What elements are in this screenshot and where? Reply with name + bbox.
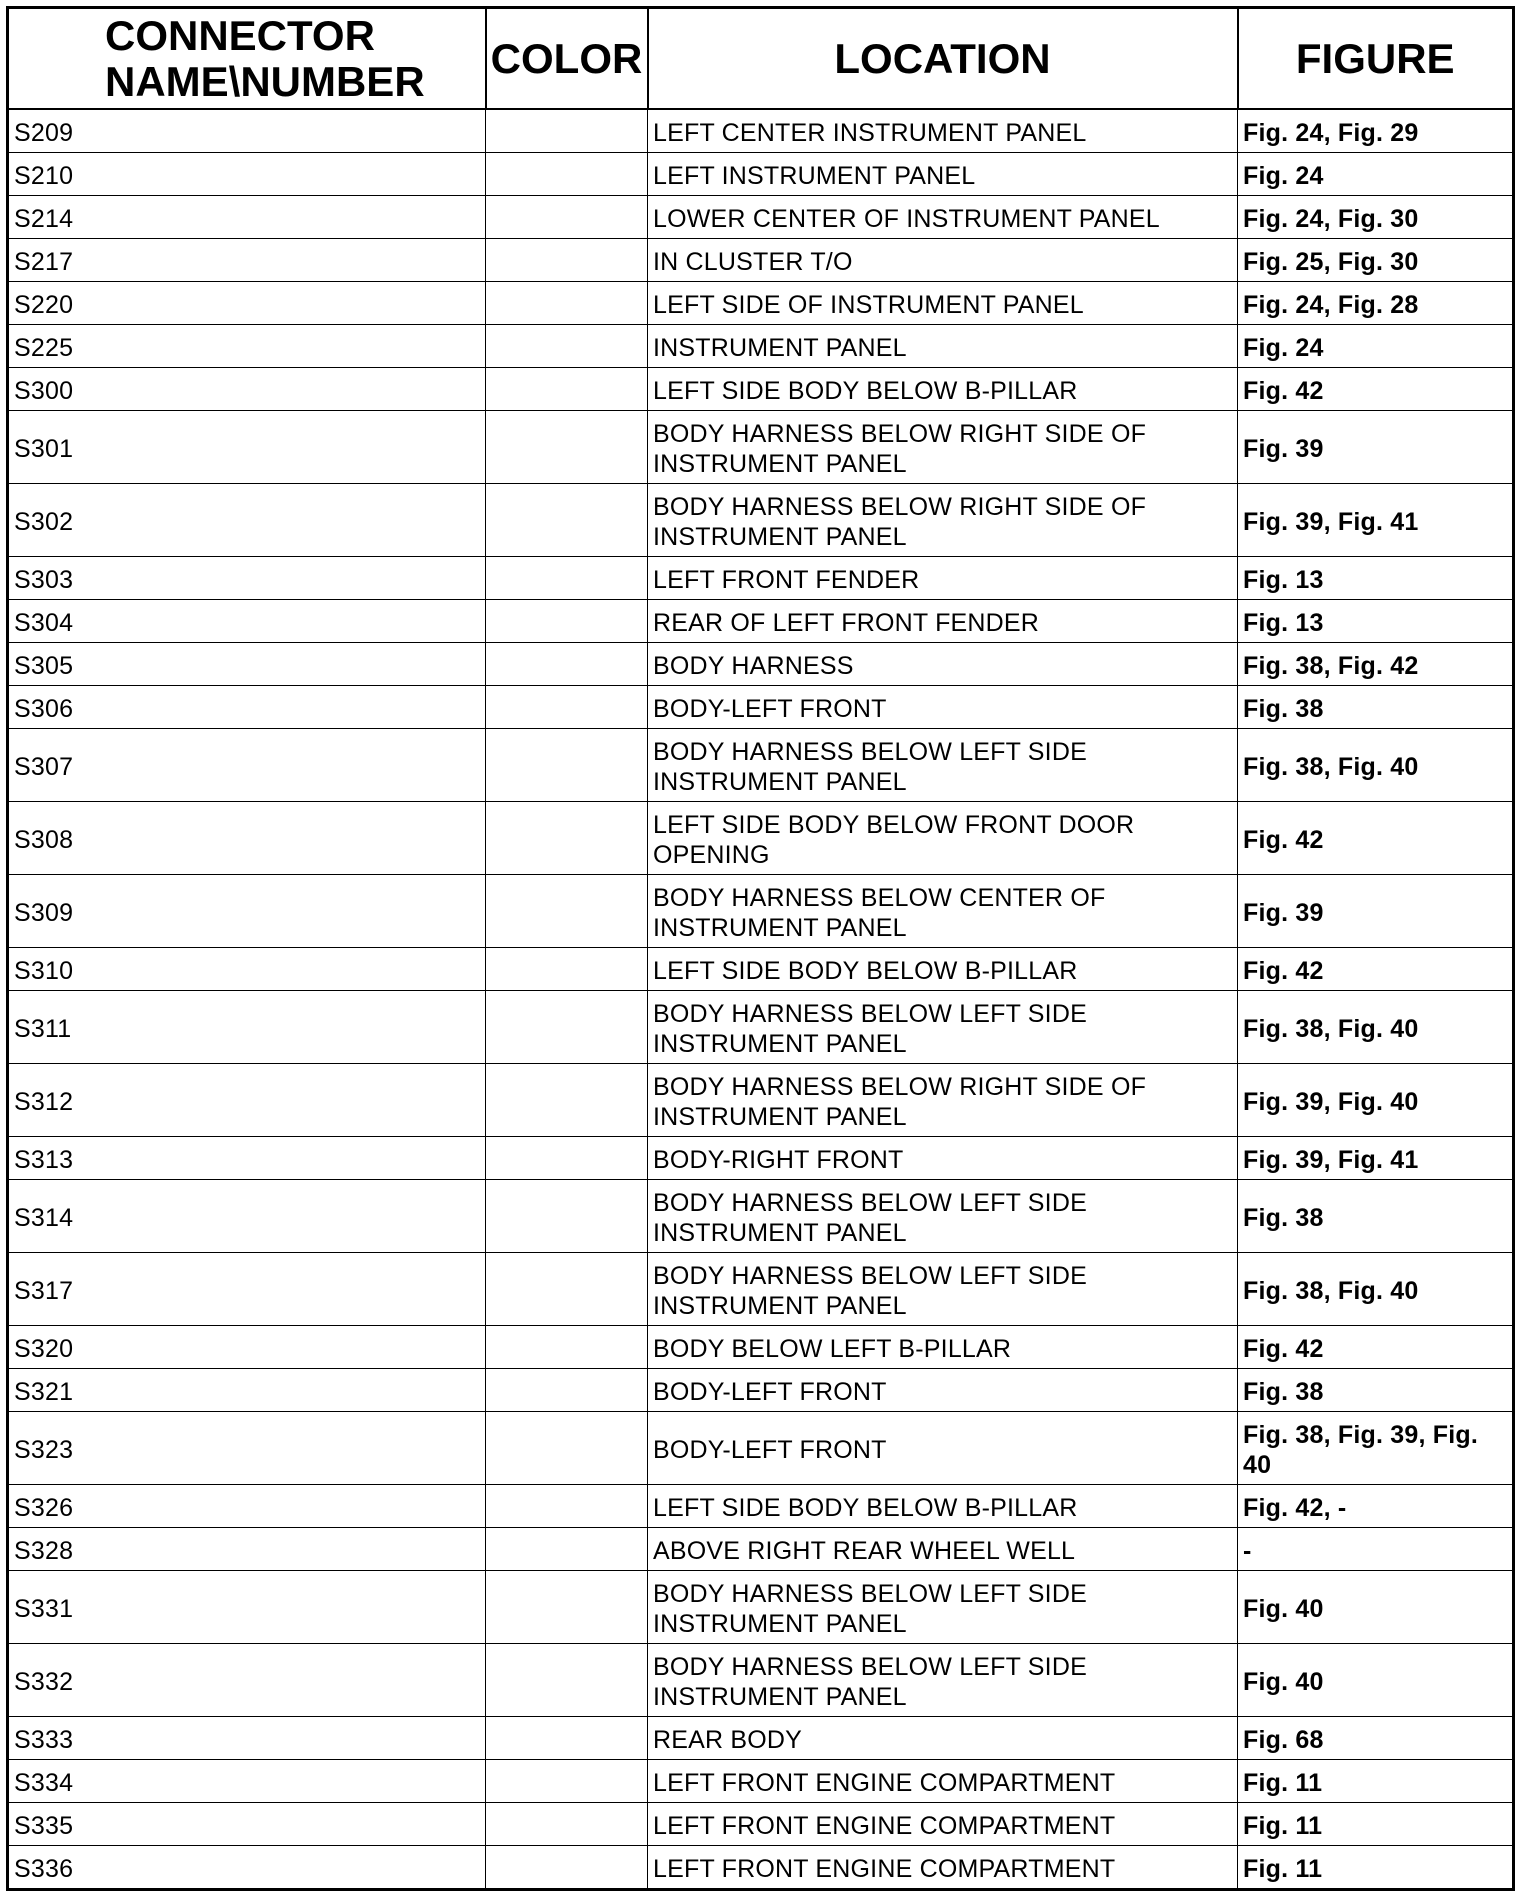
location-cell: REAR OF LEFT FRONT FENDER	[648, 600, 1238, 643]
connector-name-cell: S310	[8, 948, 486, 991]
connector-table-page	[6, 6, 1512, 1891]
connector-name-cell: S301	[8, 411, 486, 484]
connector-name-cell: S302	[8, 484, 486, 557]
connector-name-cell: S317	[8, 1253, 486, 1326]
connector-name-cell: S220	[8, 282, 486, 325]
color-cell	[486, 1803, 648, 1846]
connector-name-cell: S307	[8, 729, 486, 802]
connector-name-cell: S304	[8, 600, 486, 643]
table-row	[8, 239, 1514, 282]
color-cell	[486, 991, 648, 1064]
connector-name-cell: S335	[8, 1803, 486, 1846]
connector-name-cell: S309	[8, 875, 486, 948]
location-cell: ABOVE RIGHT REAR WHEEL WELL	[648, 1528, 1238, 1571]
figure-cell: Fig. 39	[1238, 411, 1514, 484]
figure-cell: Fig. 13	[1238, 600, 1514, 643]
table-row	[8, 1846, 1514, 1890]
table-row	[8, 1137, 1514, 1180]
location-cell: LEFT CENTER INSTRUMENT PANEL	[648, 109, 1238, 153]
location-cell: BODY HARNESS BELOW LEFT SIDE INSTRUMENT PANEL	[648, 1253, 1238, 1326]
connector-name-cell: S303	[8, 557, 486, 600]
location-cell: BODY-LEFT FRONT	[648, 1412, 1238, 1485]
connector-name-cell: S210	[8, 153, 486, 196]
table-row	[8, 1644, 1514, 1717]
location-cell: BODY HARNESS BELOW LEFT SIDE INSTRUMENT PANEL	[648, 1644, 1238, 1717]
connector-name-cell: S217	[8, 239, 486, 282]
color-cell	[486, 1137, 648, 1180]
color-cell	[486, 1412, 648, 1485]
color-cell	[486, 1369, 648, 1412]
figure-cell: Fig. 38, Fig. 42	[1238, 643, 1514, 686]
figure-cell: Fig. 38, Fig. 39, Fig. 40	[1238, 1412, 1514, 1485]
figure-cell: Fig. 24, Fig. 30	[1238, 196, 1514, 239]
color-cell	[486, 643, 648, 686]
table-row	[8, 484, 1514, 557]
connector-name-cell: S314	[8, 1180, 486, 1253]
table-row	[8, 1717, 1514, 1760]
location-cell: BODY HARNESS	[648, 643, 1238, 686]
figure-cell: Fig. 40	[1238, 1571, 1514, 1644]
connector-name-cell: S320	[8, 1326, 486, 1369]
color-cell	[486, 196, 648, 239]
figure-cell: Fig. 68	[1238, 1717, 1514, 1760]
location-cell: IN CLUSTER T/O	[648, 239, 1238, 282]
figure-cell: Fig. 42	[1238, 1326, 1514, 1369]
connector-name-cell: S313	[8, 1137, 486, 1180]
location-cell: REAR BODY	[648, 1717, 1238, 1760]
color-cell	[486, 1180, 648, 1253]
figure-cell: Fig. 24, Fig. 29	[1238, 109, 1514, 153]
connector-name-cell: S323	[8, 1412, 486, 1485]
figure-cell: Fig. 38	[1238, 1180, 1514, 1253]
table-row	[8, 1369, 1514, 1412]
color-cell	[486, 153, 648, 196]
figure-cell: Fig. 42	[1238, 368, 1514, 411]
location-cell: BODY HARNESS BELOW RIGHT SIDE OF INSTRUMENT PANEL	[648, 411, 1238, 484]
table-row	[8, 1760, 1514, 1803]
table-row	[8, 643, 1514, 686]
location-cell: LEFT FRONT ENGINE COMPARTMENT	[648, 1760, 1238, 1803]
figure-cell: Fig. 24	[1238, 153, 1514, 196]
color-cell	[486, 1846, 648, 1890]
color-cell	[486, 411, 648, 484]
location-cell: BODY HARNESS BELOW CENTER OF INSTRUMENT PANEL	[648, 875, 1238, 948]
color-cell	[486, 557, 648, 600]
location-cell: LEFT SIDE BODY BELOW FRONT DOOR OPENING	[648, 802, 1238, 875]
location-cell: LEFT FRONT ENGINE COMPARTMENT	[648, 1803, 1238, 1846]
location-cell: LEFT INSTRUMENT PANEL	[648, 153, 1238, 196]
figure-cell: Fig. 13	[1238, 557, 1514, 600]
connector-name-cell: S209	[8, 109, 486, 153]
color-cell	[486, 282, 648, 325]
color-cell	[486, 1644, 648, 1717]
color-cell	[486, 239, 648, 282]
table-row	[8, 1485, 1514, 1528]
color-cell	[486, 1760, 648, 1803]
table-row	[8, 686, 1514, 729]
figure-cell: Fig. 42, -	[1238, 1485, 1514, 1528]
table-row	[8, 109, 1514, 153]
table-row	[8, 802, 1514, 875]
figure-cell: Fig. 11	[1238, 1760, 1514, 1803]
color-cell	[486, 1717, 648, 1760]
header-color: COLOR	[486, 8, 648, 110]
location-cell: BODY HARNESS BELOW LEFT SIDE INSTRUMENT PANEL	[648, 991, 1238, 1064]
table-body	[8, 109, 1514, 1890]
color-cell	[486, 484, 648, 557]
connector-name-cell: S300	[8, 368, 486, 411]
color-cell	[486, 368, 648, 411]
color-cell	[486, 875, 648, 948]
header-location: LOCATION	[648, 8, 1238, 110]
figure-cell: Fig. 40	[1238, 1644, 1514, 1717]
table-row	[8, 875, 1514, 948]
connector-name-cell: S312	[8, 1064, 486, 1137]
header-connector	[8, 8, 486, 110]
color-cell	[486, 1064, 648, 1137]
table-row	[8, 1528, 1514, 1571]
figure-cell: Fig. 39, Fig. 40	[1238, 1064, 1514, 1137]
table-row	[8, 1571, 1514, 1644]
connector-name-cell: S336	[8, 1846, 486, 1890]
figure-cell: Fig. 39	[1238, 875, 1514, 948]
color-cell	[486, 109, 648, 153]
table-row	[8, 1064, 1514, 1137]
table-row	[8, 991, 1514, 1064]
location-cell: LEFT FRONT FENDER	[648, 557, 1238, 600]
location-cell: BODY HARNESS BELOW LEFT SIDE INSTRUMENT PANEL	[648, 729, 1238, 802]
figure-cell: Fig. 24	[1238, 325, 1514, 368]
figure-cell: Fig. 38	[1238, 686, 1514, 729]
table-row	[8, 600, 1514, 643]
connector-name-cell: S306	[8, 686, 486, 729]
location-cell: BODY BELOW LEFT B-PILLAR	[648, 1326, 1238, 1369]
table-row	[8, 729, 1514, 802]
figure-cell: Fig. 24, Fig. 28	[1238, 282, 1514, 325]
connector-name-cell: S214	[8, 196, 486, 239]
table-row	[8, 557, 1514, 600]
table-row	[8, 1180, 1514, 1253]
header-figure: FIGURE	[1238, 8, 1514, 110]
location-cell: BODY HARNESS BELOW LEFT SIDE INSTRUMENT PANEL	[648, 1180, 1238, 1253]
location-cell: BODY HARNESS BELOW LEFT SIDE INSTRUMENT PANEL	[648, 1571, 1238, 1644]
location-cell: LEFT SIDE OF INSTRUMENT PANEL	[648, 282, 1238, 325]
table-row	[8, 325, 1514, 368]
color-cell	[486, 948, 648, 991]
header-connector-line2: NAME\NUMBER	[105, 57, 425, 105]
connector-name-cell: S305	[8, 643, 486, 686]
location-cell: LEFT SIDE BODY BELOW B-PILLAR	[648, 1485, 1238, 1528]
table-row	[8, 196, 1514, 239]
table-row	[8, 368, 1514, 411]
header-connector-line1: CONNECTOR	[105, 11, 375, 59]
figure-cell: Fig. 42	[1238, 802, 1514, 875]
table-row	[8, 1412, 1514, 1485]
color-cell	[486, 1485, 648, 1528]
color-cell	[486, 802, 648, 875]
connector-name-cell: S333	[8, 1717, 486, 1760]
color-cell	[486, 729, 648, 802]
table-header-row	[8, 8, 1514, 110]
location-cell: BODY HARNESS BELOW RIGHT SIDE OF INSTRUMENT PANEL	[648, 1064, 1238, 1137]
figure-cell: Fig. 42	[1238, 948, 1514, 991]
color-cell	[486, 686, 648, 729]
figure-cell: Fig. 38, Fig. 40	[1238, 991, 1514, 1064]
connector-name-cell: S332	[8, 1644, 486, 1717]
figure-cell: Fig. 25, Fig. 30	[1238, 239, 1514, 282]
connector-name-cell: S321	[8, 1369, 486, 1412]
location-cell: LEFT FRONT ENGINE COMPARTMENT	[648, 1846, 1238, 1890]
color-cell	[486, 600, 648, 643]
table-row	[8, 1326, 1514, 1369]
location-cell: LOWER CENTER OF INSTRUMENT PANEL	[648, 196, 1238, 239]
connector-name-cell: S326	[8, 1485, 486, 1528]
connector-table	[6, 6, 1515, 1891]
location-cell: LEFT SIDE BODY BELOW B-PILLAR	[648, 948, 1238, 991]
location-cell: BODY-RIGHT FRONT	[648, 1137, 1238, 1180]
figure-cell: Fig. 38	[1238, 1369, 1514, 1412]
figure-cell: -	[1238, 1528, 1514, 1571]
figure-cell: Fig. 38, Fig. 40	[1238, 729, 1514, 802]
figure-cell: Fig. 38, Fig. 40	[1238, 1253, 1514, 1326]
figure-cell: Fig. 11	[1238, 1846, 1514, 1890]
table-row	[8, 282, 1514, 325]
location-cell: INSTRUMENT PANEL	[648, 325, 1238, 368]
table-row	[8, 411, 1514, 484]
figure-cell: Fig. 39, Fig. 41	[1238, 484, 1514, 557]
color-cell	[486, 1253, 648, 1326]
color-cell	[486, 1326, 648, 1369]
location-cell: BODY-LEFT FRONT	[648, 686, 1238, 729]
color-cell	[486, 1528, 648, 1571]
connector-name-cell: S225	[8, 325, 486, 368]
connector-name-cell: S311	[8, 991, 486, 1064]
connector-name-cell: S328	[8, 1528, 486, 1571]
table-row	[8, 1253, 1514, 1326]
color-cell	[486, 325, 648, 368]
figure-cell: Fig. 39, Fig. 41	[1238, 1137, 1514, 1180]
connector-name-cell: S334	[8, 1760, 486, 1803]
location-cell: BODY-LEFT FRONT	[648, 1369, 1238, 1412]
location-cell: LEFT SIDE BODY BELOW B-PILLAR	[648, 368, 1238, 411]
table-row	[8, 1803, 1514, 1846]
table-row	[8, 153, 1514, 196]
location-cell: BODY HARNESS BELOW RIGHT SIDE OF INSTRUMENT PANEL	[648, 484, 1238, 557]
color-cell	[486, 1571, 648, 1644]
table-row	[8, 948, 1514, 991]
figure-cell: Fig. 11	[1238, 1803, 1514, 1846]
connector-name-cell: S308	[8, 802, 486, 875]
connector-name-cell: S331	[8, 1571, 486, 1644]
